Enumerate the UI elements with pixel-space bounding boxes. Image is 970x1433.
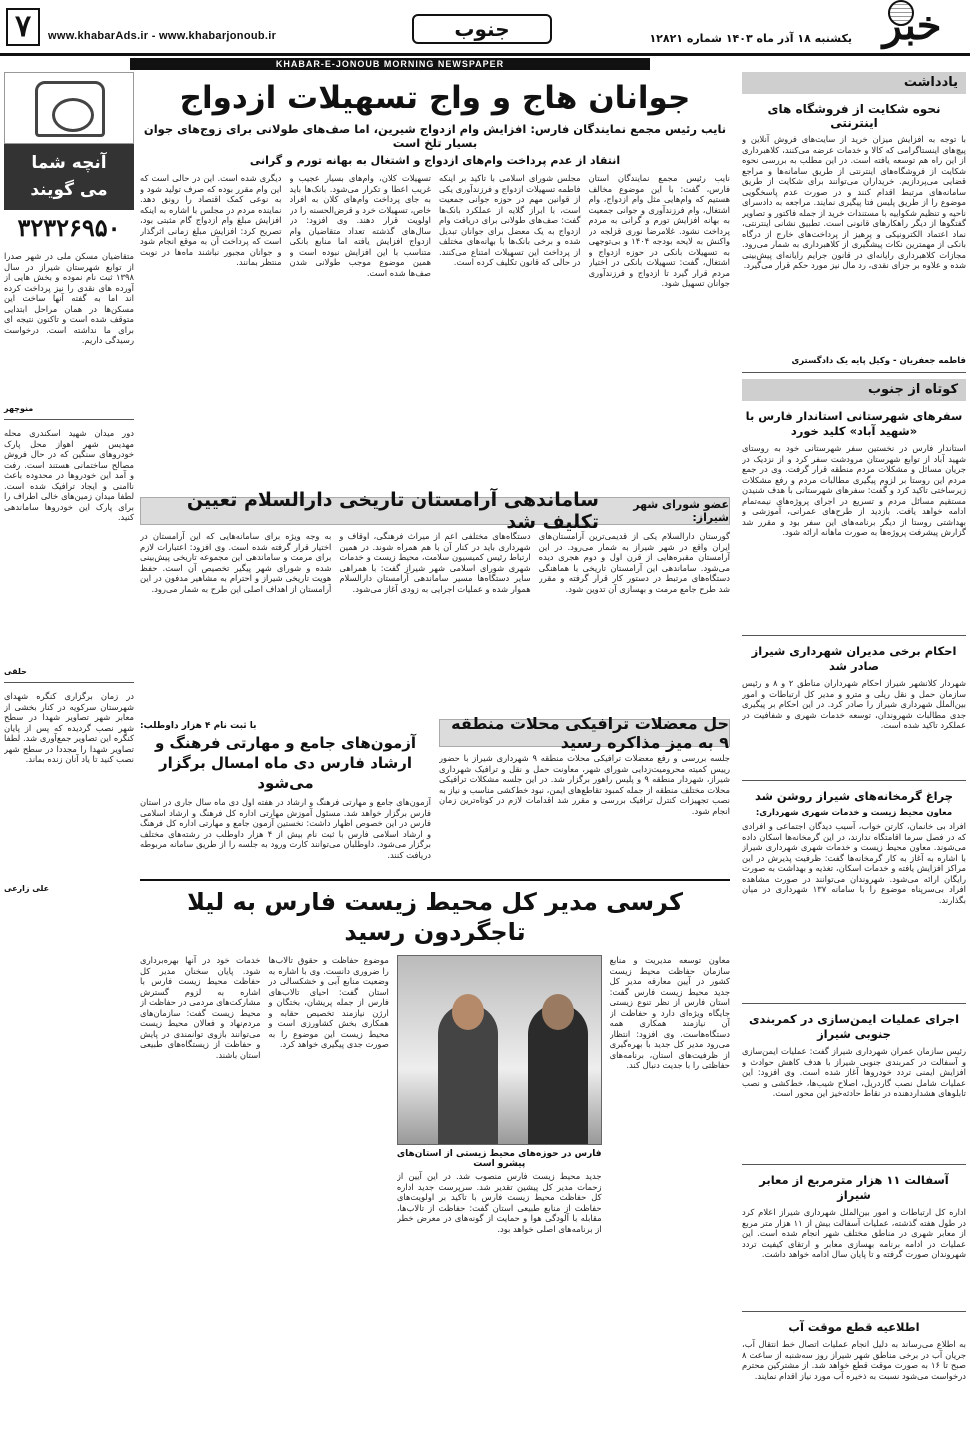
short-news-title: اجرای عملیات ایمن‌سازی در کمربندی جنوبی شیراز [748,1012,960,1041]
person-head [452,994,484,1030]
exam-article-title: آزمون‌های جامع و مهارتی فرهنگ و ارشاد فارس دی ماه امسال برگزار می‌شود [154,734,417,792]
reader-message [4,691,134,893]
short-news-title: سفرهای شهرستانی استاندار فارس با «شهید آباد» کلید خورد [745,409,963,438]
note-title: نحوه شکایت از فروشگاه های اینترنتی [767,102,941,130]
reader-signature: حلقی [4,667,27,676]
exam-article-body: آزمون‌های جامع و مهارتی فرهنگ و ارشاد در هفته اول دی ماه سال جاری در استان فارس برگزار خواهد شد. مسئول آموزش مهارتی اداره کل فرهنگ و ارشاد اسلامی فارس در این خصوص اظهار داشت: نخستین آزمون جامع و مهارتی اداره کل فرهنگ و ارشاد اسلامی فارس با ثبت نام بیش از ۴ هزار داوطلب در رشته‌های مختلف برگزار می‌شود. داوطلبان می‌توانند کارت ورود به جلسه را از طریق سامانه مربوطه دریافت کنند. [140,797,431,860]
reader-message [4,428,134,676]
person-head [542,994,574,1030]
environment-headline: کرسی مدیر کل محیط زیست فارس به لیلا تاجگردون رسید [140,879,730,947]
middle-articles [140,714,730,869]
issue-date: یکشنبه ۱۸ آذر ماه ۱۴۰۳ شماره ۱۲۸۲۱ [649,32,852,45]
masthead [0,0,970,56]
officials-photo [397,955,602,1145]
environment-article-column: جدید محیط زیست فارس منصوب شد. در این آیین از زحمات مدیر کل پیشین تقدیر شد. سرپرست جدید اداره کل حفاظت محیط زیست فارس با تاکید بر اولویت‌های حفاظت از منابع طبیعی استان گفت: حفاظت از تالاب‌ها، مقابله با آلودگی هوا و حمایت از گونه‌های در معرض خطر از برنامه‌های اصلی خواهد بود. [396,1171,602,1234]
environment-article [140,955,730,1347]
readers-say-line: آنچه شما [31,153,107,173]
lead-subhead: انتقاد از عدم پرداخت وام‌های ازدواج و اشتغال به بهانه تورم و گرانی [249,154,621,167]
environment-article-column: معاون توسعه مدیریت و منابع سازمان حفاظت محیط زیست کشور در آیین معارفه مدیر کل جدید محیط زیست فارس گفت: استان فارس از نظر تنوع زیستی جایگاه ویژه‌ای دارد و حفاظت از آن نیازمند همکاری همه دستگاه‌هاست. وی افزود: انتظار می‌رود مدیر کل جدید با بهره‌گیری از ظرفیت‌های استان، برنامه‌های حفاظتی را با جدیت دنبال کند. [609,955,730,1070]
traffic-article-body: جلسه بررسی و رفع معضلات ترافیکی محلات منطقه ۹ شهرداری شیراز با حضور رییس کمیته محرومیت‌زدایی شورای شهر، معاونت حمل و نقل و ترافیک شهرداری شیراز، شهردار منطقه ۹ و پلیس راهور برگزار شد. در این جلسه مشکلات ترافیکی محلات مختلف منطقه از جمله کمبود تقاطع‌های ایمن، نبود خط‌کشی مناسب و نیاز به نصب تجهیزات کنترل ترافیک بررسی و مقرر شد اقدامات لازم در کوتاه‌ترین زمان انجام شود. [439,753,730,816]
environment-photo-block [397,955,602,1347]
note-author: فاطمه جعفریان - وکیل پایه یک دادگستری [791,356,966,366]
readers-say-banner [4,144,134,210]
exam-article-label: با ثبت نام ۴ هزار داوطلب: [140,721,257,731]
short-news-title: اطلاعیه قطع موقت آب [788,1320,920,1334]
reader-signature: علی زارعی [4,884,50,893]
reader-message-text: متقاضیان مسکن ملی در شهر صدرا از توابع شهرستان شیراز در سال ۱۳۹۸ ثبت نام نموده و بخش هایی از آورده های نقدی را نیز پرداخت کرده اند اما به گفته آنها ساخت این مسکن‌ها در همان مراحل ابتدایی متوقف شده است و تاکنون نتیجه ای برای ما نداشته است. درخواست رسیدگی داریم. [4,251,134,345]
cemetery-article-band [140,489,730,533]
reader-message [4,251,134,413]
short-news-body: شهردار کلانشهر شیراز احکام شهرداران مناطق ۲ و ۸ و رئیس سازمان حمل و نقل ریلی و مترو و مدیر کل ارتباطات و امور بین‌الملل شهرداری شیراز را صادر کرد. در این احکام بر پیگیری جدی مطالبات شهروندان، توسعه خدمات شهری و شفافیت در عملکرد تاکید شده است. [742,678,966,730]
cemetery-article-title: ساماندهی آرامستان تاریخی دارالسلام تعیین تکلیف شد [186,489,599,533]
section-title: جنوب [412,14,552,44]
reader-signature: منوچهر [4,404,34,413]
lead-kicker: نایب رئیس مجمع نمایندگان فارس: افزایش وام ازدواج شیرین، اما صف‌های طولانی برای زوج‌های جوان بسیار تلخ است [143,122,727,150]
cemetery-article-label: عضو شورای شهر شیراز: [633,498,729,524]
environment-article-column: موضوع حفاظت و حقوق تالاب‌ها را ضروری دانست. وی با اشاره به وضعیت منابع آبی و خشکسالی در استان گفت: احیای تالاب‌های فارس از جمله پریشان، بختگان و ارژن نیازمند تخصیص حقابه و همکاری بخش کشاورزی است و محیط زیست این موضوع را به صورت جدی پیگیری خواهد کرد. [268,955,389,1049]
short-news-body: استاندار فارس در نخستین سفر شهرستانی خود به روستای شهید آباد از توابع شهرستان مرودشت سفر کرد و از نزدیک در جریان مسائل و مشکلات مردم منطقه قرار گرفت. وی در جمع مردم این روستا بر لزوم پیگیری مطالبات مردم و رفع مشکلات زیرساختی تاکید کرد و گفت: سفرهای شهرستانی با هدف شنیدن مستقیم مسائل مردم و تسریع در اجرای پروژه‌های نیمه‌تمام ادامه خواهد یافت. بازدید از طرح‌های عمرانی، آموزشی و بهداشتی روستا از دیگر برنامه‌های این سفر بود و مقرر شد گزارش پیشرفت پروژه‌ها به صورت ماهانه ارائه شود. [742,443,966,537]
page-number: ۷ [6,8,40,46]
traffic-article [439,714,730,869]
telephone-illustration [4,72,134,144]
short-news-body: رئیس سازمان عمران شهرداری شیراز گفت: عملیات ایمن‌سازی و آسفالت در کمربندی جنوبی شیراز با هدف کاهش حوادث و افزایش ایمنی تردد خودروها آغاز شده است. وی افزود: این عملیات شامل نصب گاردریل، اصلاح شیب‌ها، خط‌کشی و نصب تابلوهای هشداردهنده در نقاط حادثه‌خیز این محور است. [742,1046,966,1098]
traffic-article-title: حل معضلات ترافیکی محلات منطقه ۹ به میز مذاکره رسید [451,714,729,752]
lead-article-columns [140,173,730,491]
short-news-body: به اطلاع می‌رساند به دلیل انجام عملیات اتصال خط انتقال آب، جریان آب در برخی مناطق شهر شیراز روز سه‌شنبه از ساعت ۸ صبح تا ۱۶ به صورت موقت قطع خواهد شد. از مشترکین محترم درخواست می‌شود نسبت به ذخیره آب مورد نیاز اقدام نمایند. [742,1339,966,1381]
right-column [742,72,966,1427]
lead-article-column: دیگری شده است. این در حالی است که این وام مقرر بوده که صرف تولید شود و به نوعی کمک اقتصاد را رونق دهد. نماینده مردم در مجلس با اشاره به اینکه افزایش مبلغ وام ازدواج گام مثبتی بود، تصریح کرد: افزایش مبلغ زمانی اثرگذار است که پرداخت آن به موقع انجام شود و جوانان مجبور نباشند ماه‌ها در نوبت منتظر بمانند. [140,173,282,267]
readers-phone-number[interactable]: ۳۲۳۲۶۹۵۰ [17,215,121,242]
left-column [4,72,134,1427]
site-urls[interactable]: www.khabarAds.ir - www.khabarjonoub.ir [48,30,277,42]
cemetery-article-columns [140,531,730,711]
cemetery-article-column: دستگاه‌های مختلفی اعم از میراث فرهنگی، اوقاف و شهرداری باید در کنار آن با هم همراه شوند. در همین ارتباط رئیس کمیسیون سلامت، محیط زیست و خدمات شهری شورای اسلامی شهر شیراز گفت: با همراهی سایر دستگاه‌ها مسیر ساماندهی آرامستان دارالسلام هموار شده و عملیات اجرایی به زودی آغاز می‌شود. [339,531,531,594]
lead-headline: جوانان هاج و واج تسهیلات ازدواج [179,80,691,116]
newspaper-logo: خبر [882,2,942,49]
short-news-subtitle: معاون محیط زیست و خدمات شهری شهرداری: [755,808,953,818]
reader-message-text: دور میدان شهید اسکندری محله مهدیس شهر اهواز محل پارک خودروهای سنگین که در حال فروش مصالح ساختمانی هستند است. رفت و آمد این خودروها در محدوده باعث ناامنی و ایجاد ترافیک شده است. لطفا میدان زمین‌های خالی اطراف را برای پارک این خودروها ساماندهی کنید. [4,428,134,522]
cemetery-article-column: به وجه ویژه برای سامانه‌هایی که این آرامستان در اختیار قرار گرفته شده است. وی افزود: اعتبارات لازم برای مرمت و ساماندهی این مجموعه تاریخی پیش‌بینی شده و شورای شهر پیگیر تخصیص آن است. حفظ هویت تاریخی شیراز و احترام به مشاهیر مدفون در این آرامستان از اهداف اصلی این طرح به شمار می‌رود. [140,531,332,594]
short-news-body: اداره کل ارتباطات و امور بین‌الملل شهرداری شیراز اعلام کرد در طول هفته گذشته، عملیات آسفالت بیش از ۱۱ هزار متر مربع از معابر شهری در مناطق مختلف شهر انجام شده است. این عملیات در ادامه برنامه بهسازی معابر و ارتقای کیفیت تردد شهروندان صورت گرفته و تا پایان سال ادامه خواهد داشت. [742,1207,966,1259]
short-news-title: احکام برخی مدیران شهرداری شیراز صادر شد [751,644,957,673]
cemetery-article-column: گورستان دارالسلام یکی از قدیمی‌ترین آرامستان‌های ایران واقع در شهر شیراز به شمار می‌رود. در این آرامستان مقبره‌هایی از قرن اول و دوم هجری دیده می‌شود. ساماندهی این آرامستان تاریخی با هماهنگی دستگاه‌های مرتبط در دستور کار قرار گرفته و مقرر شد طرح جامع مرمت و بهسازی آن تدوین شود. [538,531,730,594]
telephone-icon [35,81,105,137]
note-section-label: یادداشت [742,72,966,94]
lead-article-column: تسهیلات کلان، وام‌های بسیار عجیب و غریب اعطا و تکرار می‌شود. بانک‌ها باید به جای پرداخت وام‌های کلان به افراد خاص، تسهیلات خرد و قرض‌الحسنه را در اولویت قرار دهند. وی افزود: در سال‌های گذشته تعداد متقاضیان وام ازدواج افزایش یافته اما منابع بانکی متناسب با این افزایش نبوده است و همین موضوع موجب طولانی شدن صف‌ها شده است. [289,173,431,278]
environment-article-column: خدمات خود در آنها بهره‌برداری شود. پایان سخنان مدیر کل حفاظت محیط زیست فارس با اشاره به لزوم گسترش مشارکت‌های مردمی در حفاظت از محیط زیست گفت: سازمان‌های مردم‌نهاد و فعالان محیط زیست می‌توانند بازوی توانمندی در پایش و حفاظت از زیستگاه‌های طبیعی استان باشند. [140,955,261,1060]
lead-article-column: نایب رئیس مجمع نمایندگان استان فارس، گفت: با این موضوع مخالف هستیم که وام‌هایی مثل وام ازدواج، وام اشتغال، وام فرزندآوری و جوانی جمعیت به بهانه افزایش تورم و گرانی به مردم پرداخت نشود. غلامرضا نوری قزلجه در واکنش به لایحه بودجه ۱۴۰۴ و بی‌توجهی به تسهیلات بانکی در حوزه ازدواج و اشتغال، گفت: تسهیلات بانکی در اختیار مردم قرار گیرد تا ازدواج و فرزندآوری جوانان تسهیل شود. [588,173,730,288]
short-news-label: کوتاه از جنوب [742,379,966,401]
exam-article [140,719,431,869]
note-body: با توجه به افزایش میزان خرید از سایت‌های فروش آنلاین و پیچ‌های اینستاگرامی که کالا و خدمات عرضه می‌کنند، کلاهبرداری از این راه هم توسعه یافته است. در این مطلب به بررسی نحوه شکایت از فروشگاه‌های اینترنتی از طریق سامانه‌ها و مراجع قضایی می‌پردازیم. خریداران می‌توانند برای شکایت از طریق سامانه‌های مرتبط اقدام کنند و در صورت عدم پاسخگویی موضوع را از طریق پلیس فتا پیگیری نمایند. مراجعه به دادسرای ناحیه و تنظیم شکواییه با مستندات خرید از جمله فاکتور و تصاویر گفتگوها از دیگر راهکارهای قانونی است. تطبیق نشانی اینترنتی، نماد اعتماد الکترونیکی و پرهیز از پرداخت‌های خارج از درگاه بانکی از مهمترین نکات پیشگیری از کلاهبرداری به شمار می‌رود. مجازات کلاهبرداری رایانه‌ای در قانون جرایم رایانه‌ای پیش‌بینی شده و علاوه بر جزای نقدی، رد مال نیز مورد حکم قرار می‌گیرد. [742,134,966,270]
short-news-title: چراغ گرمخانه‌های شیراز روشن شد [754,789,954,803]
photo-caption-heading: فارس در حوزه‌های محیط زیستی از استان‌های پیشرو است [396,1149,602,1169]
readers-say-line: می گویند [30,180,108,200]
short-news-body: افراد بی خانمان، کارتن خواب، آسیب دیدگان اجتماعی و افرادی که در فصل سرما اقامتگاه ندارند، در این گرمخانه‌ها اسکان داده می‌شوند. معاون محیط زیست و خدمات شهری شهرداری شیراز با اشاره به آغاز به کار گرمخانه‌ها گفت: ظرفیت پذیرش در این مراکز افزایش یافته و خدمات اسکان، تغذیه و بهداشت به صورت رایگان ارائه می‌شود. شهروندان می‌توانند در صورت مشاهده افراد بی‌سرپناه موضوع را با سامانه ۱۳۷ شهرداری در میان بگذارند. [742,821,966,905]
masthead-subtitle: KHABAR-E-JONOUB MORNING NEWSPAPER [130,58,650,70]
main-content [140,72,730,1427]
reader-message-text: در زمان برگزاری کنگره شهدای شهرستان سرکویه در کنار بخشی از معابر شهر تصاویر شهدا در سطح شهر نصب گردیده که پس از پایان کنگره این تصاویر جمع‌آوری شد. لطفا تصاویر شهدا را مجددا در سطح شهر نصب کنید تا یاد آنان زنده بماند. [4,691,134,764]
short-news-title: آسفالت ۱۱ هزار مترمربع از معابر شیراز [759,1173,949,1202]
traffic-article-band [439,714,730,752]
lead-article-column: مجلس شورای اسلامی با تاکید بر اینکه فاطمه تسهیلات ازدواج و فرزندآوری یکی از قوانین مهم در حوزه جوانی جمعیت است، با ابراز گلایه از عملکرد بانک‌ها گفت: صف‌های طولانی برای دریافت وام ازدواج به یک معضل برای جوانان تبدیل شده و برخی بانک‌ها با بهانه‌های مختلف از پرداخت این تسهیلات امتناع می‌کنند. در حالی که قانون تکلیف کرده است. [439,173,581,267]
